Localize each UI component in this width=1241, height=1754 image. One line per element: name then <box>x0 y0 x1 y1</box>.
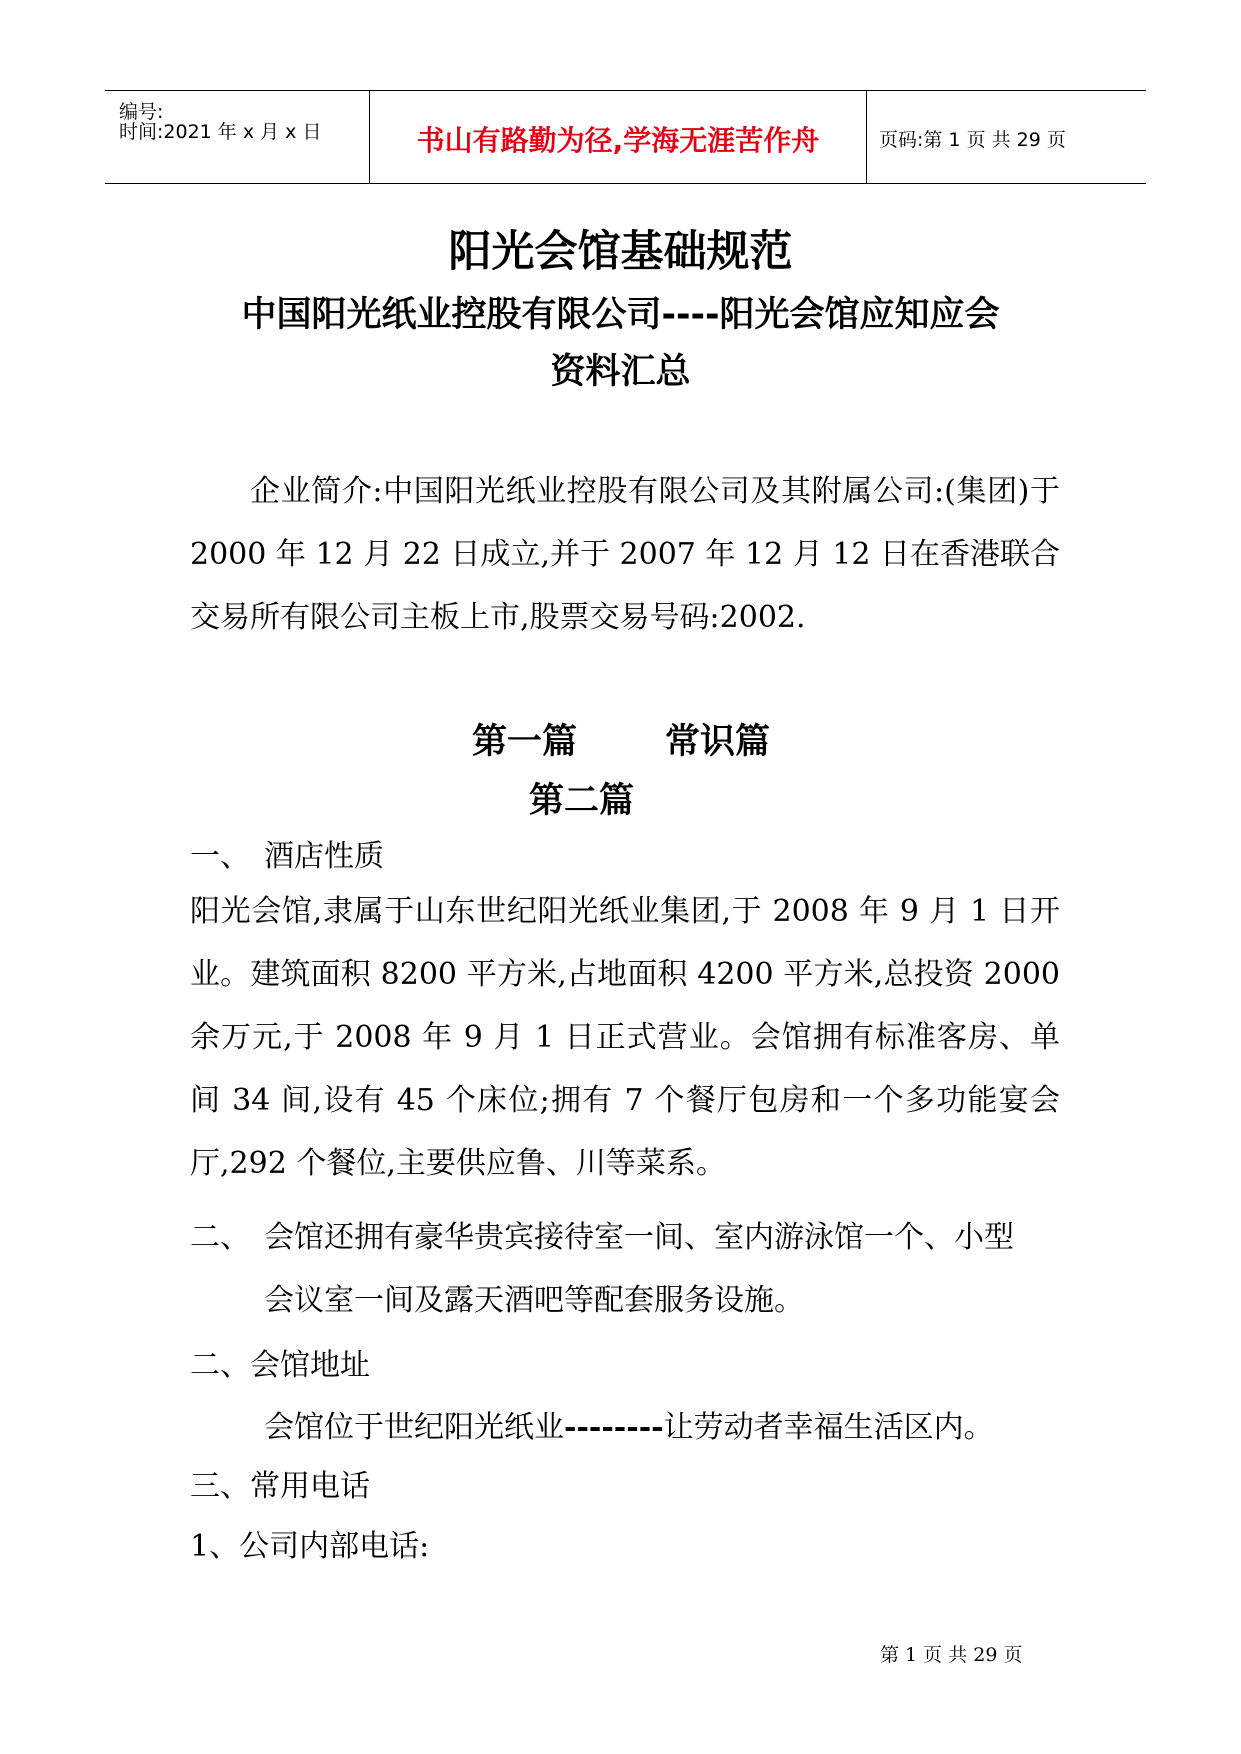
page-label: 页码:第 1 页 共 29 页 <box>879 129 1066 151</box>
page-subtitle-2: 资料汇总 <box>550 352 691 392</box>
header-motto-cell <box>369 91 867 183</box>
number-label: 编号: <box>119 101 164 123</box>
section-hotel-number: 一、 <box>190 839 250 874</box>
document-header <box>105 90 1146 184</box>
section-facilities-line1: 会馆还拥有豪华贵宾接待室一间、室内游泳馆一个、小型 <box>264 1220 1014 1255</box>
time-label: 时间:2021 年 x 月 x 日 <box>119 121 322 143</box>
section-hotel-body: 阳光会馆,隶属于山东世纪阳光纸业集团,于 2008 年 9 月 1 日开业。建筑面积 8200 平方米,占地面积 4200 平方米,总投资 2000 余万元,于 2008 年 9 月 1 日正式营业。会馆拥有标准客房、单间 34 间,设有 45 个床位;拥有 7 个餐厅包房和一个多功能宴会厅,292 个餐位,主要供应鲁、川等菜系。 <box>190 894 1060 1181</box>
section-phone-item-1: 1、公司内部电话: <box>190 1529 430 1564</box>
section-phone-heading: 三、常用电话 <box>190 1469 370 1504</box>
motto-text: 书山有路勤为径,学海无涯苦作舟 <box>416 124 820 157</box>
part-one-name: 常识篇 <box>665 722 771 762</box>
section-address-body <box>264 1408 994 1448</box>
part-one-label: 第一篇 <box>472 722 578 762</box>
company-intro: 企业简介:中国阳光纸业控股有限公司及其附属公司:(集团)于 2000 年 12 月 22 日成立,并于 2007 年 12 月 12 日在香港联合交易所有限公司主板上市,股票交易号码:2002. <box>190 474 1060 635</box>
section-facilities-line2: 会议室一间及露天酒吧等配套服务设施。 <box>264 1283 804 1318</box>
section-hotel-heading: 酒店性质 <box>264 839 384 874</box>
page-title: 阳光会馆基础规范 <box>448 227 793 277</box>
address-dashes: -------- <box>564 1410 664 1445</box>
address-suffix: 让劳动者幸福生活区内。 <box>663 1410 994 1445</box>
part-two-label: 第二篇 <box>529 781 635 821</box>
section-facilities-number: 二、 <box>190 1220 250 1255</box>
section-address-heading: 二、会馆地址 <box>190 1348 370 1383</box>
header-meta-cell <box>105 91 368 183</box>
address-prefix: 会馆位于世纪阳光纸业 <box>264 1410 564 1445</box>
page-subtitle: 中国阳光纸业控股有限公司----阳光会馆应知应会 <box>241 295 1000 335</box>
page-footer: 第 1 页 共 29 页 <box>880 1644 1023 1666</box>
header-page-cell <box>867 91 1146 183</box>
